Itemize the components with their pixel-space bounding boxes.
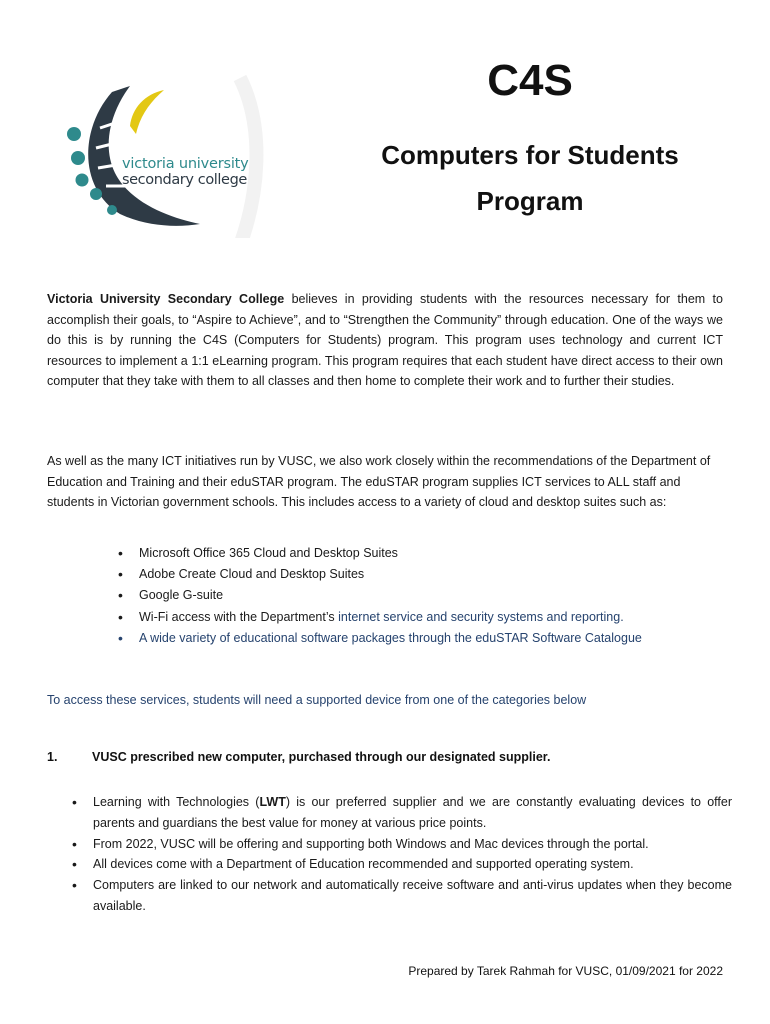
list-item [72,792,732,834]
logo-line2: secondary college [122,172,247,188]
access-paragraph: To access these services, students will need a supported device from one of the categories below [47,693,587,707]
school-logo [60,68,280,238]
logo-line1: victoria university [122,156,249,172]
software-catalogue-link[interactable]: • A wide variety of educational software packages through the eduSTAR Software Catalogue [118,628,738,649]
school-logo-icon [60,68,280,238]
list-item: • All devices come with a Department of Education recommended and supported operating system. [72,854,732,875]
list-item: • Google G-suite [118,585,738,606]
list-item: • From 2022, VUSC will be offering and supporting both Windows and Mac devices through the portal. [72,834,732,855]
supplier-list [72,792,732,917]
logo-text [122,156,249,188]
lwt-bold: LWT [259,795,286,809]
internet-service-link[interactable]: internet service and security systems and reporting. [338,609,624,624]
page-subtitle-line2: Program [476,186,584,216]
list-item: • Computers are linked to our network and automatically receive software and anti-virus updates when they become available. [72,875,732,917]
wifi-item-prefix: Wi-Fi access with the Department’s [139,609,339,624]
page-subtitle-line1: Computers for Students [381,140,679,170]
section-number: 1. [47,750,58,764]
edustar-paragraph: As well as the many ICT initiatives run by VUSC, we also work closely within the recommendations of the Department of Education and Training and their eduSTAR program. The eduSTAR program supplies ICT services to ALL staff and students in Victorian government schools. This includes access to a variety of cloud and desktop suites such as: [47,454,711,510]
page-title: C4S [487,56,573,105]
b1-pre: Learning with Technologies ( [93,795,260,809]
list-item: • Adobe Create Cloud and Desktop Suites [118,564,738,585]
list-item: • Microsoft Office 365 Cloud and Desktop Suites [118,543,738,564]
intro-paragraph [47,289,723,392]
edustar-list [118,543,738,649]
intro-text: believes in providing students with the resources necessary for them to accomplish their goals, to “Aspire to Achieve”, and to “Strengthen the Community” through education. One of the ways we do this is by running the C4S (Computers for Students) program. This program uses technology and current ICT resources to implement a 1:1 eLearning program. This program requires that each student have direct access to their own computer that they take with them to all classes and then home to complete their work and to further their studies. [47,292,723,389]
b1-post: ) is our preferred supplier and we are constantly evaluating devices to offer parents and guardians the best value for money at various price points. [93,795,732,830]
footer-note: Prepared by Tarek Rahmah for VUSC, 01/09/2021 for 2022 [408,964,723,978]
intro-bold-lead: Victoria University Secondary College [47,292,285,306]
list-item [118,607,738,628]
section-heading: VUSC prescribed new computer, purchased through our designated supplier. [92,750,551,764]
